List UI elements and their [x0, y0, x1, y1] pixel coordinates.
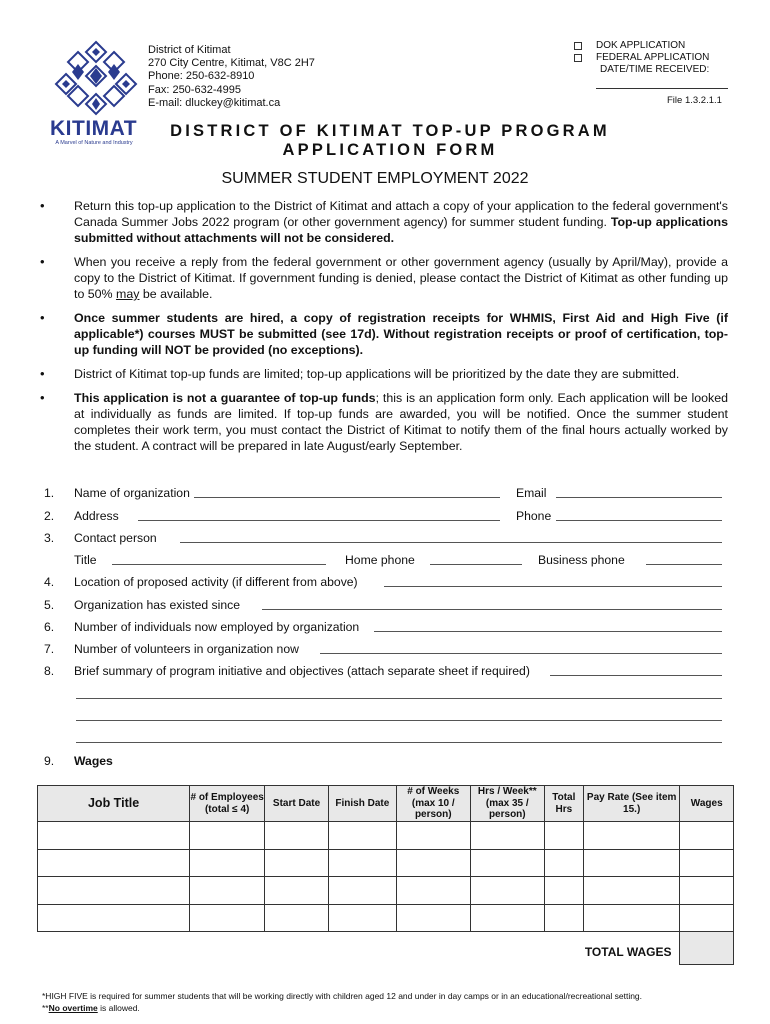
- table-cell[interactable]: [38, 849, 190, 877]
- table-cell[interactable]: [265, 877, 329, 905]
- table-cell[interactable]: [396, 822, 470, 850]
- bullet-icon: •: [40, 310, 45, 325]
- table-cell[interactable]: [328, 822, 396, 850]
- col-header: Wages: [680, 786, 734, 822]
- table-cell[interactable]: [680, 849, 734, 877]
- address-line: Phone: 250-632-8910: [148, 70, 255, 83]
- federal-application-checkbox[interactable]: [574, 54, 582, 62]
- table-cell[interactable]: [190, 877, 265, 905]
- table-cell[interactable]: [544, 822, 583, 850]
- file-number: File 1.3.2.1.1: [667, 95, 722, 106]
- table-header-row: [38, 786, 734, 822]
- page-subtitle: SUMMER STUDENT EMPLOYMENT 2022: [221, 170, 529, 187]
- phone-input[interactable]: [556, 509, 722, 521]
- kitimat-logo: [50, 38, 142, 146]
- field-row-employed: 6. Number of individuals now employed by organization: [44, 620, 724, 636]
- table-cell[interactable]: [396, 877, 470, 905]
- table-cell[interactable]: [190, 849, 265, 877]
- table-cell[interactable]: [470, 822, 544, 850]
- summary-line-4[interactable]: [76, 731, 722, 743]
- table-cell[interactable]: [328, 849, 396, 877]
- address-line: Fax: 250-632-4995: [148, 83, 241, 96]
- list-item: • When you receive a reply from the federal government or other government agency (usually by April/May), provide a copy to the District of Kitimat. If government funding is denied, please contact the District of Kitimat as other funding up to 50% may be available.: [40, 254, 728, 301]
- dok-application-label: DOK APPLICATION: [596, 40, 686, 51]
- total-wages-row: [38, 932, 734, 965]
- table-cell[interactable]: [470, 877, 544, 905]
- table-cell[interactable]: [38, 904, 190, 932]
- office-use-block: [574, 40, 734, 89]
- field-row-organization: 1. Name of organization Email: [44, 486, 724, 502]
- page-title: [150, 122, 630, 160]
- field-row-volunteers: 7. Number of volunteers in organization now: [44, 642, 724, 658]
- instructions-list: [40, 198, 728, 462]
- col-header: Hrs / Week** (max 35 / person): [470, 786, 544, 822]
- table-cell[interactable]: [38, 822, 190, 850]
- table-cell[interactable]: [544, 849, 583, 877]
- table-row: [38, 849, 734, 877]
- table-cell[interactable]: [680, 822, 734, 850]
- table-row: [38, 822, 734, 850]
- contact-person-input[interactable]: [180, 531, 722, 543]
- district-address: [148, 44, 315, 110]
- table-cell[interactable]: [583, 849, 680, 877]
- dok-application-checkbox[interactable]: [574, 42, 582, 50]
- table-cell[interactable]: [190, 904, 265, 932]
- organization-name-input[interactable]: [194, 486, 500, 498]
- volunteer-count-input[interactable]: [320, 642, 722, 654]
- footnote-overtime: **No overtime is allowed.: [42, 1003, 140, 1013]
- table-cell[interactable]: [544, 904, 583, 932]
- address-input[interactable]: [138, 509, 500, 521]
- bullet-icon: •: [40, 390, 45, 405]
- list-item: • This application is not a guarantee of top-up funds; this is an application form only. Each application will be looked at individually as funds are limited. If top-up funds are awarded, you will be notified. Once the summer student completes their work term, you must contact the District of Kitimat to notify them of the final hours actually worked by the student. A contract will be prepared in late August/early September.: [40, 390, 728, 453]
- list-item: • Return this top-up application to the District of Kitimat and attach a copy of your application to the federal government's Canada Summer Jobs 2022 program (or other government agency) for summer student funding. Top-up applications submitted without attachments will not be considered.: [40, 198, 728, 245]
- field-row-title: Title Home phone Business phone: [44, 553, 724, 569]
- title-line-1: DISTRICT OF KITIMAT TOP-UP PROGRAM: [170, 122, 610, 140]
- table-cell[interactable]: [583, 877, 680, 905]
- col-header: # of Weeks (max 10 / person): [396, 786, 470, 822]
- table-cell[interactable]: [265, 904, 329, 932]
- title-line-2: APPLICATION FORM: [282, 141, 498, 159]
- col-header: Start Date: [265, 786, 329, 822]
- table-cell[interactable]: [265, 822, 329, 850]
- email-input[interactable]: [556, 486, 722, 498]
- business-phone-input[interactable]: [646, 553, 722, 565]
- table-cell[interactable]: [265, 849, 329, 877]
- table-row: [38, 877, 734, 905]
- field-row-wages: 9. Wages: [44, 754, 113, 768]
- list-item: • District of Kitimat top-up funds are limited; top-up applications will be prioritized by the date they are submitted.: [40, 366, 680, 381]
- list-item: • Once summer students are hired, a copy of registration receipts for WHMIS, First Aid and High Five (if applicable*) courses MUST be submitted (see 17d). Without registration receipts or proof of certification, top-up funding will NOT be provided (no exceptions).: [40, 310, 728, 357]
- field-row-existed: 5. Organization has existed since: [44, 598, 724, 614]
- address-line: E-mail: dluckey@kitimat.ca: [148, 96, 281, 109]
- total-wages-label: TOTAL WAGES: [584, 944, 672, 959]
- date-received-label: DATE/TIME RECEIVED:: [600, 64, 710, 75]
- bullet-icon: •: [40, 198, 45, 213]
- field-row-contact: 3. Contact person: [44, 531, 724, 547]
- snowflake-logo-icon: [54, 38, 138, 118]
- table-cell[interactable]: [38, 877, 190, 905]
- summary-line-3[interactable]: [76, 709, 722, 721]
- table-cell[interactable]: [396, 849, 470, 877]
- bullet-icon: •: [40, 254, 45, 269]
- footnotes: [42, 990, 642, 1014]
- logo-wordmark: KITIMAT: [50, 117, 138, 140]
- table-cell[interactable]: [396, 904, 470, 932]
- federal-application-label: FEDERAL APPLICATION: [596, 52, 710, 63]
- table-row: [38, 904, 734, 932]
- bullet-icon: •: [40, 366, 45, 381]
- address-line: District of Kitimat: [148, 44, 231, 56]
- logo-tagline: A Marvel of Nature and Industry: [55, 140, 133, 146]
- table-cell[interactable]: [583, 904, 680, 932]
- existed-since-input[interactable]: [262, 598, 722, 610]
- field-row-location: 4. Location of proposed activity (if different from above): [44, 575, 724, 591]
- table-cell[interactable]: [680, 877, 734, 905]
- table-cell[interactable]: [544, 877, 583, 905]
- total-wages-input[interactable]: [680, 932, 734, 965]
- summary-line-2[interactable]: [76, 687, 722, 699]
- col-header: Total Hrs: [544, 786, 583, 822]
- table-cell[interactable]: [328, 904, 396, 932]
- table-cell[interactable]: [680, 904, 734, 932]
- wages-table: [37, 785, 734, 965]
- footnote-high-five: *HIGH FIVE is required for summer students that will be working directly with children aged 12 and under in day camps or in an educational/recreational setting.: [42, 991, 643, 1001]
- date-received-line[interactable]: [596, 88, 728, 89]
- title-input[interactable]: [112, 553, 326, 565]
- table-cell[interactable]: [583, 822, 680, 850]
- col-header: # of Employees (total ≤ 4): [190, 786, 265, 822]
- employed-count-input[interactable]: [374, 620, 722, 632]
- col-header: Job Title: [38, 786, 190, 822]
- location-input[interactable]: [384, 575, 722, 587]
- home-phone-input[interactable]: [430, 553, 522, 565]
- table-cell[interactable]: [328, 877, 396, 905]
- summary-input[interactable]: [550, 664, 722, 676]
- field-row-address: 2. Address Phone: [44, 509, 724, 525]
- address-line: 270 City Centre, Kitimat, V8C 2H7: [148, 57, 315, 70]
- table-cell[interactable]: [470, 849, 544, 877]
- field-row-summary: 8. Brief summary of program initiative and objectives (attach separate sheet if required): [44, 664, 724, 680]
- col-header: Finish Date: [328, 786, 396, 822]
- table-cell[interactable]: [190, 822, 265, 850]
- col-header: Pay Rate (See item 15.): [583, 786, 680, 822]
- table-cell[interactable]: [470, 904, 544, 932]
